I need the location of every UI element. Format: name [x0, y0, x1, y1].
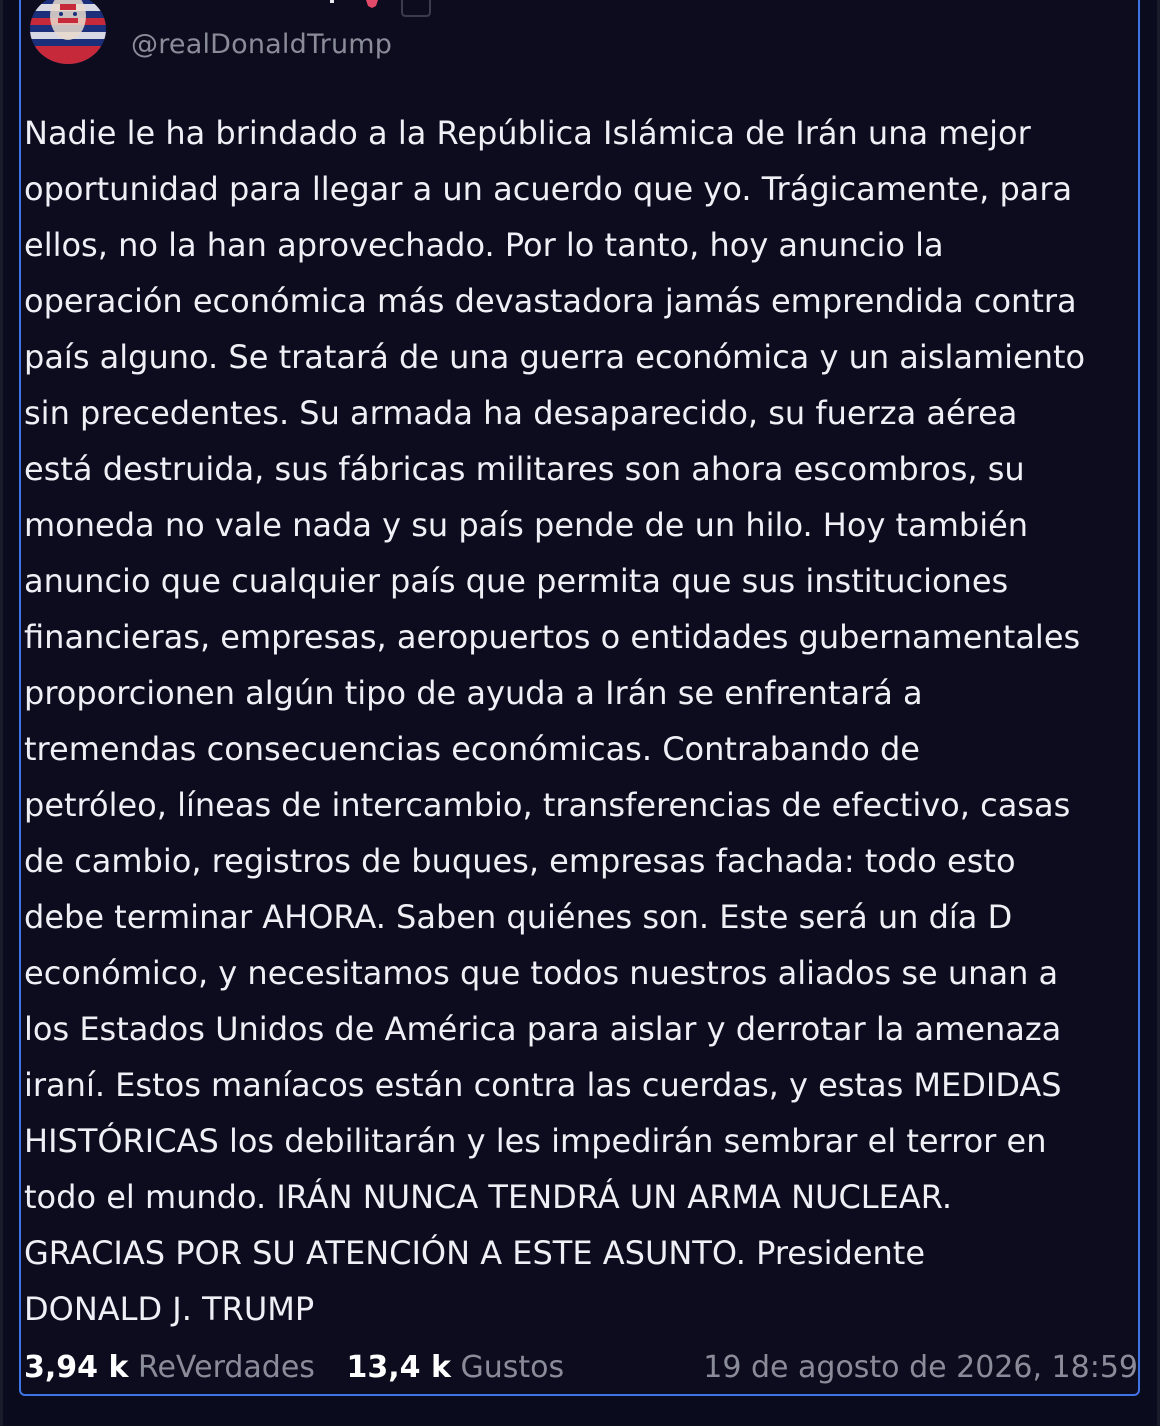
- post-text-line: ellos, no la han aprovechado. Por lo tanto, hoy anuncio la: [24, 226, 944, 264]
- post-text-line: tremendas consecuencias económicas. Contrabando de: [24, 730, 920, 768]
- post-text-line: DONALD J. TRUMP: [24, 1290, 315, 1328]
- reposts-stat[interactable]: [24, 1350, 315, 1385]
- post-text-line: todo el mundo. IRÁN NUNCA TENDRÁ UN ARMA NUCLEAR.: [24, 1178, 952, 1216]
- post-text-line: iraní. Estos maníacos están contra las cuerdas, y estas MEDIDAS: [24, 1066, 1062, 1104]
- post-text-line: GRACIAS POR SU ATENCIÓN A ESTE ASUNTO. Presidente: [24, 1234, 926, 1272]
- post-text-line: financieras, empresas, aeropuertos o entidades gubernamentales: [24, 618, 1081, 656]
- post-text-line: de cambio, registros de buques, empresas fachada: todo esto: [24, 842, 1016, 880]
- author-handle[interactable]: @realDonaldTrump: [131, 29, 393, 60]
- post-text-line: está destruida, sus fábricas militares son ahora escombros, su: [24, 450, 1025, 488]
- post-text-line: debe terminar AHORA. Saben quiénes son. Este será un día D: [24, 898, 1013, 936]
- likes-count: 13,4 k: [346, 1350, 451, 1385]
- post-text-line: país alguno. Se tratará de una guerra económica y un aislamiento: [24, 338, 1086, 376]
- post-text-line: los Estados Unidos de América para aislar y derrotar la amenaza: [24, 1010, 1062, 1048]
- post-timestamp[interactable]: 19 de agosto de 2026, 18:59: [703, 1350, 1138, 1385]
- post-text-line: HISTÓRICAS los debilitarán y les impedirán sembrar el terror en: [24, 1122, 1047, 1160]
- post-text-line: petróleo, líneas de intercambio, transferencias de efectivo, casas: [24, 786, 1071, 824]
- post-text-line: moneda no vale nada y su país pende de un hilo. Hoy también: [24, 506, 1029, 544]
- likes-stat[interactable]: [346, 1350, 564, 1385]
- post-body: [24, 105, 1142, 1337]
- post-text-line: operación económica más devastadora jamás emprendida contra: [24, 282, 1077, 320]
- post-text-line: proporcionen algún tipo de ayuda a Irán se enfrentará a: [24, 674, 923, 712]
- post-text-line: anuncio que cualquier país que permita que sus instituciones: [24, 562, 1009, 600]
- reposts-label: ReVerdades: [137, 1350, 315, 1385]
- post-text-line: sin precedentes. Su armada ha desaparecido, su fuerza aérea: [24, 394, 1018, 432]
- verified-badge-icon: [330, 0, 440, 18]
- likes-label: Gustos: [460, 1350, 565, 1385]
- post-text-line: económico, y necesitamos que todos nuestros aliados se unan a: [24, 954, 1059, 992]
- reposts-count: 3,94 k: [24, 1350, 129, 1385]
- post-stats: [24, 1350, 564, 1385]
- post-text-line: Nadie le ha brindado a la República Islámica de Irán una mejor: [24, 114, 1031, 152]
- post-text-line: oportunidad para llegar a un acuerdo que yo. Trágicamente, para: [24, 170, 1073, 208]
